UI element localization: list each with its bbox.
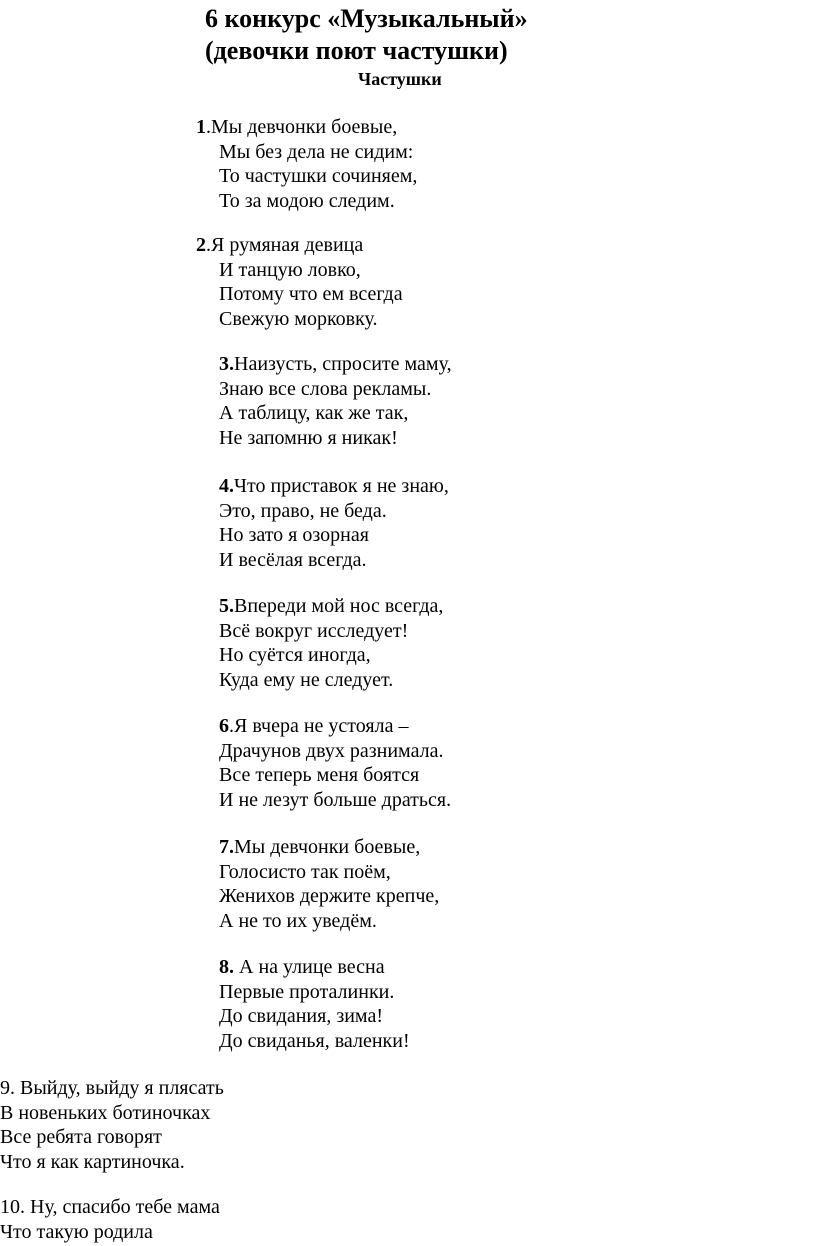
verse-line-text: Ну, спасибо тебе мама [25, 1196, 220, 1218]
verse-7 [219, 835, 439, 933]
verse-line: В новеньких ботиночках [0, 1101, 211, 1124]
verse-first-line [196, 115, 417, 140]
verse-2 [196, 233, 403, 331]
verse-line: Но зато я озорная [219, 524, 369, 546]
verse-line: Первые проталинки. [219, 980, 395, 1003]
verse-line: То частушки сочиняем, [219, 165, 418, 187]
verse-line: Но суётся иногда, [219, 644, 371, 666]
verse-first-line [219, 835, 439, 860]
page-subtitle: Частушки [358, 69, 442, 89]
verse-number: 7. [219, 836, 234, 858]
verse-line: И танцую ловко, [219, 258, 361, 281]
page-title: 6 конкурс «Музыкальный» [205, 4, 528, 33]
verse-line: До свиданья, валенки! [219, 1029, 410, 1052]
verse-3 [219, 352, 452, 450]
verse-first-line [219, 714, 451, 739]
verse-number: 8. [219, 956, 234, 978]
verse-line: А таблицу, как же так, [219, 402, 409, 424]
verse-9 [0, 1076, 224, 1174]
verse-number: 10. [0, 1196, 25, 1218]
verse-first-line [0, 1195, 220, 1220]
page-title-line-2: (девочки поют частушки) [205, 36, 508, 65]
verse-10 [0, 1195, 220, 1244]
verse-line: Женихов держите крепче, [219, 885, 440, 907]
verse-line: Что такую родила [0, 1220, 153, 1243]
verse-line: А не то их уведём. [219, 909, 377, 932]
verse-line: Драчунов двух разнимала. [219, 739, 444, 762]
verse-line: Потому что ем всегда [219, 283, 403, 305]
verse-line: Голосисто так поём, [219, 860, 391, 883]
verse-6 [219, 714, 451, 812]
verse-line: Знаю все слова рекламы. [219, 377, 432, 400]
verse-line-text: Мы девчонки боевые, [234, 836, 421, 858]
verse-line-text: Впереди мой нос всегда, [234, 595, 444, 617]
verse-line: Что я как картиночка. [0, 1150, 185, 1173]
verse-number: 3. [219, 353, 234, 375]
verse-1 [196, 115, 417, 213]
verse-line: Мы без дела не сидим: [219, 140, 414, 163]
verse-first-line [0, 1076, 224, 1101]
verse-line: Не запомню я никак! [219, 426, 398, 449]
verse-number: 1 [196, 116, 206, 138]
verse-5 [219, 594, 443, 692]
verse-first-line [219, 474, 449, 499]
verse-line: До свидания, зима! [219, 1005, 383, 1027]
verse-8 [219, 955, 410, 1053]
verse-first-line [219, 594, 443, 619]
verse-line: Всё вокруг исследует! [219, 619, 409, 642]
verse-line: Это, право, не беда. [219, 499, 387, 522]
verse-line: И весёлая всегда. [219, 548, 367, 571]
verse-number: 2 [196, 234, 206, 256]
verse-line-text: Что приставок я не знаю, [234, 475, 449, 497]
verse-line-text: А на улице весна [234, 956, 385, 978]
verse-line-text: Выйду, выйду я плясать [15, 1077, 224, 1099]
verse-line: Все теперь меня боятся [219, 764, 420, 786]
verse-first-line [219, 955, 410, 980]
verse-line-text: .Мы девчонки боевые, [206, 116, 398, 138]
verse-line: И не лезут больше драться. [219, 788, 452, 811]
verse-number: 5. [219, 595, 234, 617]
verse-line-text: Наизусть, спросите маму, [234, 353, 452, 375]
verse-first-line [196, 233, 403, 258]
verse-first-line [219, 352, 452, 377]
verse-line: Свежую морковку. [219, 307, 378, 330]
verse-number: 6 [219, 715, 229, 737]
verse-number: 9. [0, 1077, 15, 1099]
verse-line: То за модою следим. [219, 189, 395, 212]
verse-line-text: .Я вчера не устояла – [229, 715, 409, 737]
verse-line: Куда ему не следует. [219, 668, 394, 691]
verse-number: 4. [219, 475, 234, 497]
verse-4 [219, 474, 449, 572]
verse-line-text: .Я румяная девица [206, 234, 364, 256]
verse-line: Все ребята говорят [0, 1126, 162, 1148]
